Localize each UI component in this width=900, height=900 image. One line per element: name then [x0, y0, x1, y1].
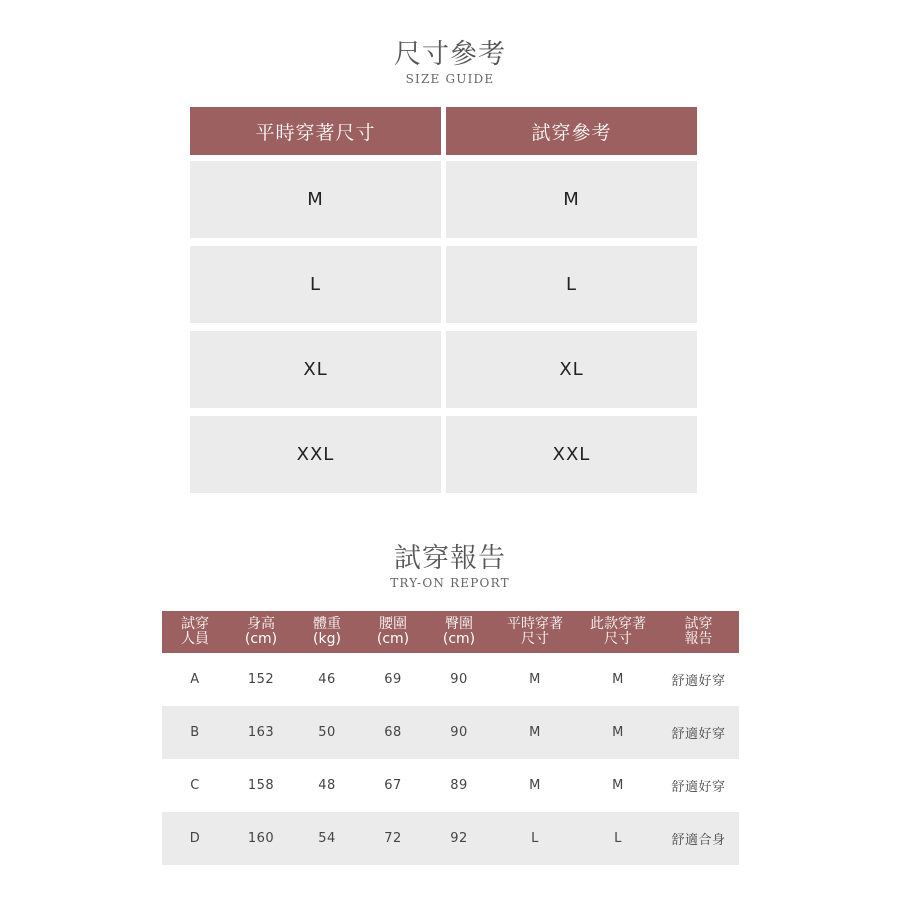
header-line: 此款穿著: [590, 616, 646, 632]
header-waist: [360, 611, 426, 653]
header-line: 報告: [684, 631, 713, 647]
cell-height: 160: [247, 831, 275, 846]
header-line: (kg): [313, 631, 341, 647]
header-usual-size: [492, 611, 578, 653]
cell-tester: C: [190, 778, 200, 793]
cell-hip: 92: [450, 831, 468, 846]
size-guide-header-tryon: 試穿參考: [446, 107, 697, 155]
cell-usual-size: L: [531, 831, 539, 846]
cell-weight: 54: [318, 831, 336, 846]
table-row: [190, 161, 697, 238]
size-guide-cell: L: [446, 246, 697, 323]
cell-height: 152: [247, 672, 275, 687]
cell-tester: D: [189, 831, 201, 846]
header-line: (cm): [376, 631, 410, 647]
header-height: [228, 611, 294, 653]
header-line: 腰圍: [379, 616, 407, 632]
header-hip: [426, 611, 492, 653]
cell-weight: 46: [318, 672, 336, 687]
header-line: 平時穿著: [507, 616, 563, 632]
size-guide-cell: XL: [190, 331, 441, 408]
size-guide-cell: M: [190, 161, 441, 238]
cell-weight: 48: [318, 778, 336, 793]
header-line: (cm): [442, 631, 476, 647]
header-tester: [162, 611, 228, 653]
size-guide-subtitle: SIZE GUIDE: [405, 72, 495, 86]
cell-usual-size: M: [529, 672, 541, 687]
try-on-report-title-block: [0, 542, 900, 590]
cell-report: 舒適好穿: [671, 674, 726, 689]
header-line: 試穿: [684, 616, 713, 632]
header-line: 尺寸: [604, 631, 632, 647]
size-guide-header-usual: 平時穿著尺寸: [190, 107, 441, 155]
size-guide-cell: XXL: [446, 416, 697, 493]
cell-hip: 90: [450, 672, 468, 687]
cell-tester: B: [190, 725, 200, 740]
size-guide-cell: M: [446, 161, 697, 238]
header-line: 尺寸: [521, 631, 549, 647]
size-guide-cell: XL: [446, 331, 697, 408]
cell-hip: 89: [450, 778, 468, 793]
header-line: 試穿: [181, 616, 209, 632]
cell-height: 158: [247, 778, 275, 793]
cell-tester: A: [190, 672, 200, 687]
header-line: (cm): [244, 631, 278, 647]
table-row: [162, 759, 739, 812]
cell-this-size: L: [614, 831, 622, 846]
header-this-size: [578, 611, 658, 653]
try-on-report-header-row: [162, 611, 739, 653]
size-guide-title-block: [0, 38, 900, 86]
table-row: [162, 653, 739, 706]
header-line: 臀圍: [445, 616, 473, 632]
cell-hip: 90: [450, 725, 468, 740]
header-line: 體重: [313, 616, 341, 632]
header-line: 人員: [181, 631, 209, 647]
try-on-report-title: 試穿報告: [394, 543, 506, 574]
size-guide-header-row: [190, 107, 697, 155]
size-guide-table: [190, 107, 697, 501]
cell-report: 舒適好穿: [671, 780, 726, 795]
header-report: [658, 611, 739, 653]
header-weight: [294, 611, 360, 653]
cell-this-size: M: [612, 778, 624, 793]
cell-waist: 67: [384, 778, 402, 793]
table-row: [190, 246, 697, 323]
header-line: 身高: [247, 616, 275, 632]
cell-height: 163: [247, 725, 275, 740]
cell-waist: 69: [384, 672, 402, 687]
table-row: [190, 331, 697, 408]
cell-report: 舒適合身: [671, 833, 726, 848]
size-guide-cell: L: [190, 246, 441, 323]
size-guide-cell: XXL: [190, 416, 441, 493]
cell-waist: 72: [384, 831, 402, 846]
cell-waist: 68: [384, 725, 402, 740]
table-row: [162, 812, 739, 865]
cell-usual-size: M: [529, 778, 541, 793]
cell-this-size: M: [612, 725, 624, 740]
cell-weight: 50: [318, 725, 336, 740]
cell-this-size: M: [612, 672, 624, 687]
table-row: [162, 706, 739, 759]
try-on-report-table: [162, 611, 739, 865]
cell-usual-size: M: [529, 725, 541, 740]
try-on-report-subtitle: TRY-ON REPORT: [390, 576, 510, 590]
table-row: [190, 416, 697, 493]
cell-report: 舒適好穿: [671, 727, 726, 742]
size-guide-title: 尺寸參考: [394, 39, 506, 70]
